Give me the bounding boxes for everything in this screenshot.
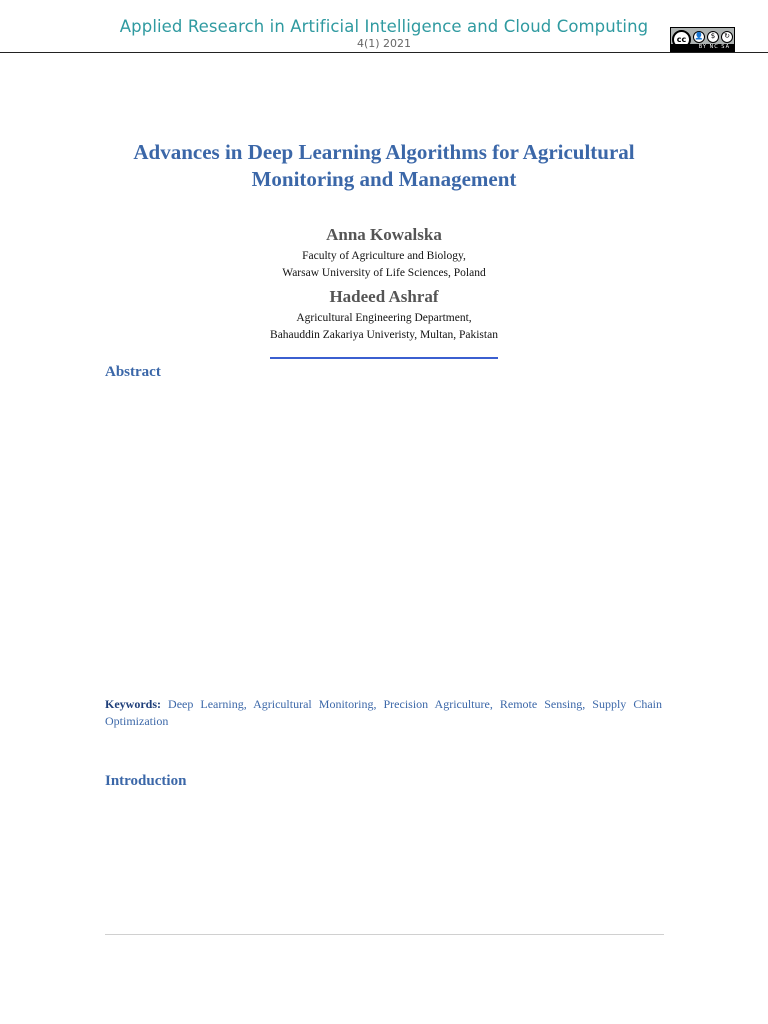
no-dollar-icon: $	[707, 31, 719, 43]
share-alike-icon: ↻	[721, 31, 733, 43]
introduction-heading: Introduction	[105, 773, 187, 789]
cc-license-badge[interactable]	[670, 27, 735, 52]
header-rule	[0, 52, 768, 53]
author-affiliation: Bahauddin Zakariya Univeristy, Multan, Pakistan	[270, 329, 498, 341]
footer-rule	[105, 934, 664, 935]
paper-title: Advances in Deep Learning Algorithms for Agricultural Monitoring and Management	[133, 140, 635, 191]
abstract-heading: Abstract	[105, 364, 161, 380]
keywords-label: Keywords:	[105, 697, 161, 711]
person-icon: 👤	[693, 31, 705, 43]
separator-rule	[270, 357, 498, 359]
license-strip: BY NC SA	[671, 44, 734, 51]
author-name: Anna Kowalska	[326, 225, 442, 244]
author-name: Hadeed Ashraf	[329, 287, 439, 306]
journal-title: Applied Research in Artificial Intelligence and Cloud Computing	[119, 17, 649, 36]
issue-number: 4(1) 2021	[356, 37, 412, 50]
author-affiliation: Warsaw University of Life Sciences, Poland	[282, 267, 486, 279]
author-affiliation: Faculty of Agriculture and Biology,	[302, 250, 466, 262]
keywords-text: Deep Learning, Agricultural Monitoring, Precision Agriculture, Remote Sensing, Supply Chain Optimization	[105, 697, 663, 728]
author-affiliation: Agricultural Engineering Department,	[296, 312, 472, 324]
cc-icon: cc	[672, 30, 691, 49]
keywords-paragraph	[105, 696, 662, 730]
